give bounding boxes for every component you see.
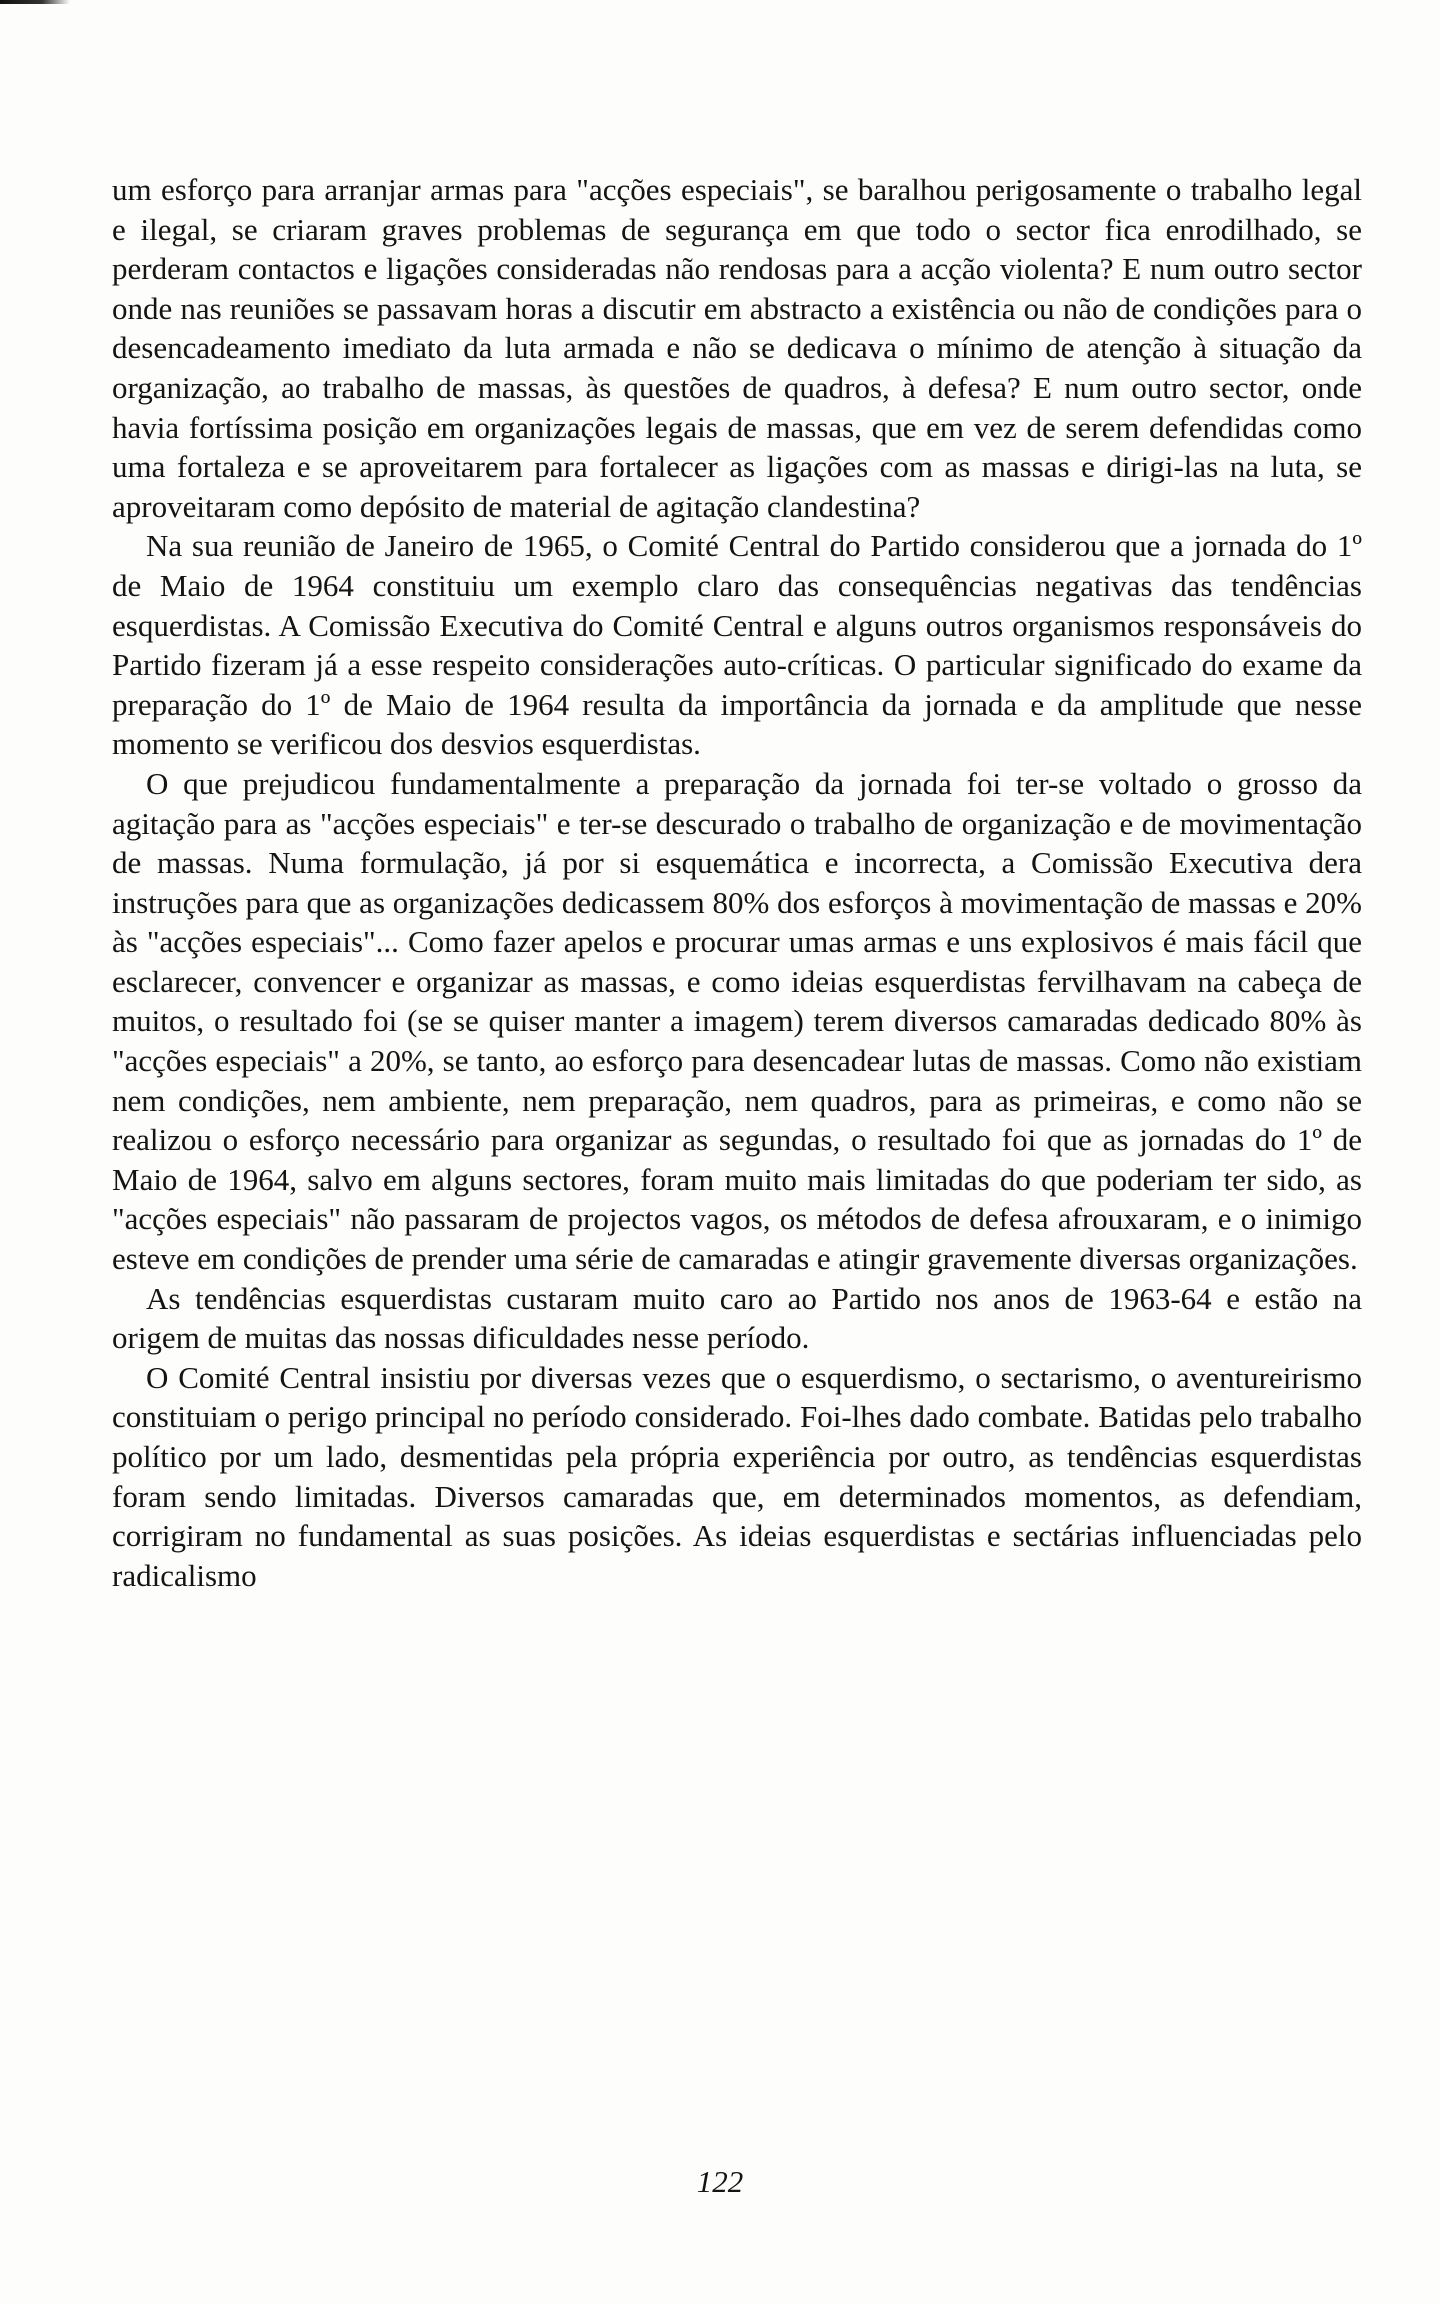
- scan-edge-mark: [0, 0, 70, 4]
- paragraph-3: O que prejudicou fundamentalmente a preparação da jornada foi ter-se voltado o grosso da agitação para as "acções especiais" e ter-se descurado o trabalho de organização e de movimentação de massas. Numa formulação, já por si esquemática e incorrecta, a Comissão Executiva dera instruções para que as organizações dedicassem 80% dos esforços à movimentação de massas e 20% às "acções especiais"... Como fazer apelos e procurar umas armas e uns explosivos é mais fácil que esclarecer, convencer e organizar as massas, e como ideias esquerdistas fervilhavam na cabeça de muitos, o resultado foi (se se quiser manter a imagem) terem diversos camaradas dedicado 80% às "acções especiais" a 20%, se tanto, ao esforço para desencadear lutas de massas. Como não existiam nem condições, nem ambiente, nem preparação, nem quadros, para as primeiras, e como não se realizou o esforço necessário para organizar as segundas, o resultado foi que as jornadas do 1º de Maio de 1964, salvo em alguns sectores, foram muito mais limitadas do que poderiam ter sido, as "acções especiais" não passaram de projectos vagos, os métodos de defesa afrouxaram, e o inimigo esteve em condições de prender uma série de camaradas e atingir gravemente diversas organizações.: [112, 765, 1362, 1277]
- body-text: [112, 170, 1362, 1595]
- page-number: 122: [696, 2164, 744, 2199]
- paragraph-2: Na sua reunião de Janeiro de 1965, o Comité Central do Partido considerou que a jornada do 1º de Maio de 1964 constituiu um exemplo claro das consequências negativas das tendências esquerdistas. A Comissão Executiva do Comité Central e alguns outros organismos responsáveis do Partido fizeram já a esse respeito considerações auto-críticas. O particular significado do exame da preparação do 1º de Maio de 1964 resulta da importância da jornada e da amplitude que nesse momento se verificou dos desvios esquerdistas.: [112, 528, 1362, 762]
- paragraph-4: As tendências esquerdistas custaram muito caro ao Partido nos anos de 1963-64 e estão na origem de muitas das nossas dificuldades nesse período.: [112, 1280, 1362, 1356]
- paragraph-1: um esforço para arranjar armas para "acções especiais", se baralhou perigosamente o trabalho legal e ilegal, se criaram graves problemas de segurança em que todo o sector fica enrodilhado, se perderam contactos e ligações consideradas não rendosas para a acção violenta? E num outro sector onde nas reuniões se passavam horas a discutir em abstracto a existência ou não de condições para o desencadeamento imediato da luta armada e não se dedicava o mínimo de atenção à situação da organização, ao trabalho de massas, às questões de quadros, à defesa? E num outro sector, onde havia fortíssima posição em organizações legais de massas, que em vez de serem defendidas como uma fortaleza e se aproveitarem para fortalecer as ligações com as massas e dirigi-las na luta, se aproveitaram como depósito de material de agitação clandestina?: [112, 172, 1362, 524]
- paragraph-5: O Comité Central insistiu por diversas vezes que o esquerdismo, o sectarismo, o aventureirismo constituiam o perigo principal no período considerado. Foi-lhes dado combate. Batidas pelo trabalho político por um lado, desmentidas pela própria experiência por outro, as tendências esquerdistas foram sendo limitadas. Diversos camaradas que, em determinados momentos, as defendiam, corrigiram no fundamental as suas posições. As ideias esquerdistas e sectárias influenciadas pelo radicalismo: [112, 1359, 1362, 1593]
